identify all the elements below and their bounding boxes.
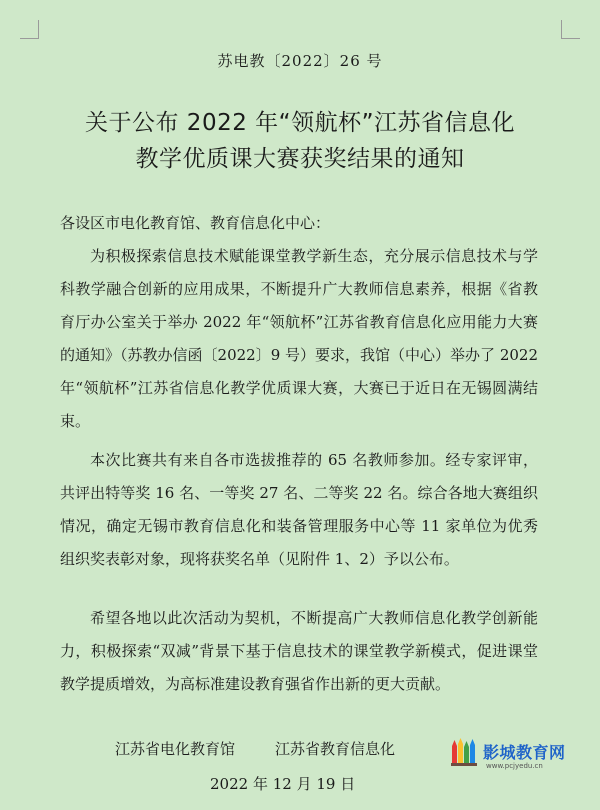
paragraph-text: 为积极探索信息技术赋能课堂教学新生态，充分展示信息技术与学科教学融合创新的应用成果，不断提升广大教师信息素养，根据《省教育厅办公室关于举办 2022 年“领航杯”江苏省教育信息化应用能力大赛的通知》（苏教办信函〔2022〕9 号）要求，我馆（中心）举办了 2022 年“领航杯”江苏省信息化教学优质课大赛，大赛已于近日在无锡圆满结束。 [60, 247, 538, 430]
page-corner-mark-top-right [561, 20, 580, 39]
signature-left: 江苏省电化教育馆 [115, 740, 236, 758]
body-paragraph-3 [60, 602, 538, 701]
colored-pencils-logo-icon [450, 738, 480, 768]
watermark-url: www.pcjyedu.cn [486, 762, 543, 770]
document-date: 2022 年 12 月 19 日 [210, 775, 356, 793]
page-corner-mark-top-left [20, 20, 39, 39]
document-title [0, 105, 600, 177]
body-paragraph-2 [60, 444, 538, 576]
title-line-2: 教学优质课大赛获奖结果的通知 [135, 146, 465, 172]
title-line-1: 关于公布 2022 年“领航杯”江苏省信息化 [85, 110, 515, 136]
addressee: 各设区市电化教育馆、教育信息化中心： [60, 214, 331, 232]
paragraph-text: 本次比赛共有来自各市选拔推荐的 65 名教师参加。经专家评审，共评出特等奖 16 名、一等奖 27 名、二等奖 22 名。综合各地大赛组织情况，确定无锡市教育信息化和装备管理服务中心等 11 家单位为优秀组织奖表彰对象，现将获奖名单（见附件 1、2）予以公布。 [60, 451, 538, 568]
document-number: 苏电教〔2022〕26 号 [217, 52, 383, 70]
paragraph-text: 希望各地以此次活动为契机，不断提高广大教师信息化教学创新能力，积极探索“双减”背景下基于信息技术的课堂教学新模式，促进课堂教学提质增效，为高标准建设教育强省作出新的更大贡献。 [60, 609, 538, 693]
signature-line [115, 738, 395, 759]
watermark-name: 影城教育网 [483, 743, 566, 762]
signature-right: 江苏省教育信息化 [275, 740, 396, 758]
body-paragraph-1 [60, 240, 538, 438]
watermark-logo [450, 738, 598, 778]
